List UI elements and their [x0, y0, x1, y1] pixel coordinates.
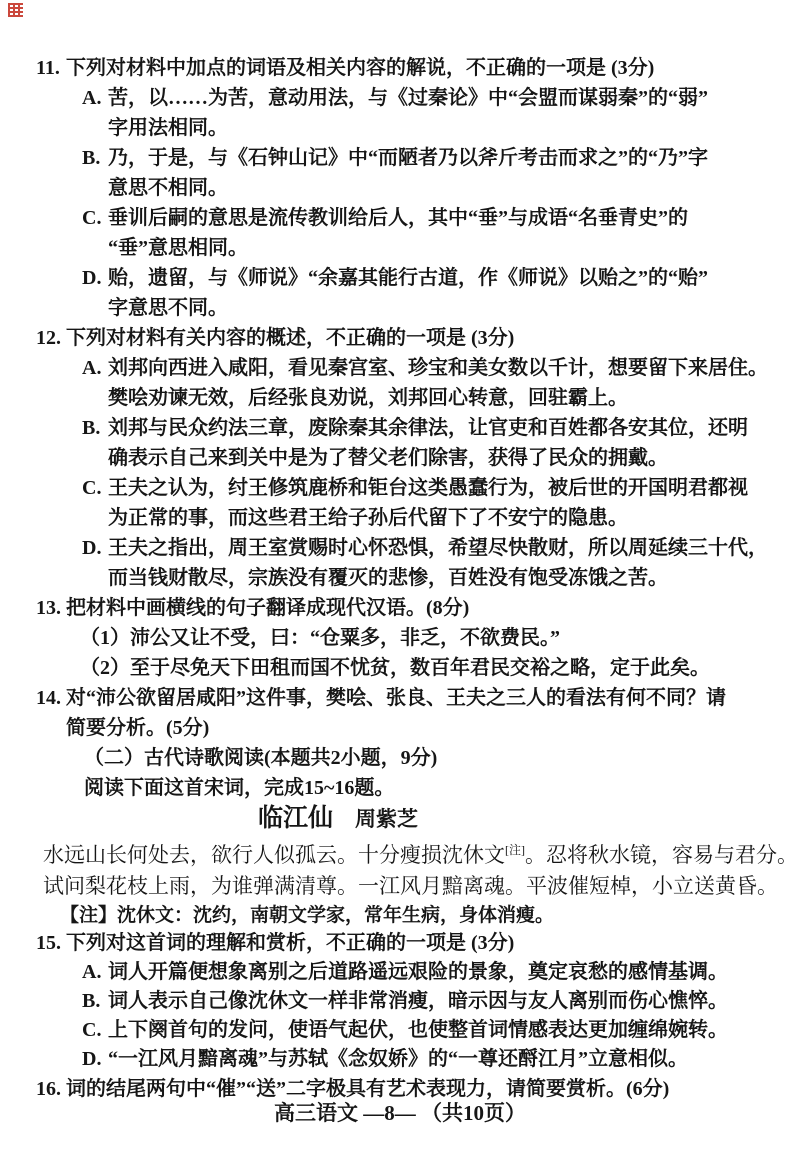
poem-body [43, 835, 798, 902]
option-line: 词人开篇便想象离别之后道路遥远艰险的景象，奠定哀愁的感情基调。 [108, 961, 728, 983]
question-number: 13. [36, 597, 61, 619]
option-letter: C. [82, 477, 102, 499]
option-letter: A. [82, 961, 102, 983]
question-number: 16. [36, 1078, 61, 1100]
option-line: 苦，以……为苦，意动用法，与《过秦论》中“会盟而谋弱秦”的“弱” [108, 87, 708, 109]
option-letter: D. [82, 267, 102, 289]
red-seal-stamp-icon [8, 3, 23, 17]
option-line: 刘邦与民众约法三章，废除秦其余律法，让官吏和百姓都各安其位，还明 [108, 417, 748, 439]
option-line: 词人表示自己像沈休文一样非常消瘦，暗示因与友人离别而伤心憔悴。 [108, 990, 728, 1012]
option-letter: A. [82, 357, 102, 379]
option-a [66, 958, 794, 987]
translation-sentence-2: （2）至于尽免天下田租而国不忧贫，数百年君民交裕之略，定于此矣。 [80, 657, 710, 679]
question-number: 15. [36, 932, 61, 954]
option-letter: B. [82, 990, 101, 1012]
option-line: 刘邦向西进入咸阳，看见秦宫室、珍宝和美女数以千计，想要留下来居住。 [108, 357, 768, 379]
question-13 [36, 593, 794, 683]
option-a [66, 83, 794, 143]
question-stem: 把材料中画横线的句子翻译成现代汉语。(8分) [66, 597, 470, 619]
question-number: 12. [36, 327, 61, 349]
question-number: 14. [36, 687, 61, 709]
note-reference: [注] [505, 843, 525, 857]
question-12 [36, 323, 794, 593]
option-c [66, 203, 794, 263]
section-heading: （二）古代诗歌阅读(本题共2小题，9分) [84, 747, 438, 769]
question-number: 11. [36, 57, 60, 79]
option-line: 字意思不同。 [108, 297, 228, 319]
option-line: 王夫之指出，周王室赏赐时心怀恐惧，希望尽快散财，所以周延续三十代， [108, 537, 768, 559]
question-line: 对“沛公欲留居咸阳”这件事，樊哙、张良、王夫之三人的看法有何不同？请 [66, 687, 726, 709]
translation-sentence-1: （1）沛公又让不受，曰：“仓粟多，非乏，不欲费民。” [80, 627, 560, 649]
poem-title: 临江仙 [258, 805, 334, 832]
option-d [66, 533, 794, 593]
question-stem: 下列对材料有关内容的概述，不正确的一项是 (3分) [66, 327, 515, 349]
option-letter: C. [82, 207, 102, 229]
option-line: 王夫之认为，纣王修筑鹿桥和钜台这类愚蠢行为，被后世的开国明君都视 [108, 477, 748, 499]
option-line: 字用法相同。 [108, 117, 228, 139]
poem-text: 。忍将秋水镜，容易与君分。 [525, 843, 798, 867]
question-14 [36, 683, 794, 743]
option-c [66, 473, 794, 533]
option-letter: D. [82, 1048, 102, 1070]
option-b [66, 143, 794, 203]
question-11 [36, 53, 794, 323]
option-b [66, 987, 794, 1016]
option-line: 垂训后嗣的意思是流传教训给后人，其中“垂”与成语“名垂青史”的 [108, 207, 688, 229]
poem-title-row [36, 803, 794, 835]
option-letter: A. [82, 87, 102, 109]
option-line: “垂”意思相同。 [108, 237, 248, 259]
option-line: 乃，于是，与《石钟山记》中“而陋者乃以斧斤考击而求之”的“乃”字 [108, 147, 708, 169]
poem-line-1 [43, 835, 798, 871]
option-c [66, 1016, 794, 1045]
option-a [66, 353, 794, 413]
option-line: 上下阕首句的发问，使语气起伏，也使整首词情感表达更加缠绵婉转。 [108, 1019, 728, 1041]
section-intro: 阅读下面这首宋词，完成15~16题。 [84, 777, 395, 799]
option-letter: B. [82, 417, 101, 439]
option-line: 为正常的事，而这些君王给子孙后代留下了不安宁的隐患。 [108, 507, 628, 529]
question-line: 简要分析。(5分) [66, 717, 210, 739]
option-letter: B. [82, 147, 101, 169]
option-b [66, 413, 794, 473]
option-letter: C. [82, 1019, 102, 1041]
option-d [66, 1045, 794, 1074]
option-line: 而当钱财散尽，宗族没有覆灭的悲惨，百姓没有饱受冻饿之苦。 [108, 567, 668, 589]
page-footer: 高三语文 —8— （共10页） [274, 1101, 526, 1125]
option-line: “一江风月黯离魂”与苏轼《念奴娇》的“一尊还酹江月”立意相似。 [108, 1048, 688, 1070]
question-line: 词的结尾两句中“催”“送”二字极具有艺术表现力，请简要赏析。(6分) [66, 1078, 670, 1100]
poem-footnote: 【注】沈休文：沈约，南朝文学家，常年生病，身体消瘦。 [60, 905, 555, 926]
poem-author: 周紫芝 [355, 807, 419, 831]
poem-line-2: 试问梨花枝上雨，为谁弹满清尊。一江风月黯离魂。平波催短棹，小立送黄昏。 [43, 874, 778, 898]
option-line: 意思不相同。 [108, 177, 228, 199]
question-stem: 下列对这首词的理解和赏析，不正确的一项是 (3分) [66, 932, 515, 954]
question-stem: 下列对材料中加点的词语及相关内容的解说，不正确的一项是 (3分) [66, 57, 655, 79]
option-letter: D. [82, 537, 102, 559]
option-line: 樊哙劝谏无效，后经张良劝说，刘邦回心转意，回驻霸上。 [108, 387, 628, 409]
option-line: 确表示自己来到关中是为了替父老们除害，获得了民众的拥戴。 [108, 447, 668, 469]
option-d [66, 263, 794, 323]
option-line: 贻，遗留，与《师说》“余嘉其能行古道，作《师说》以贻之”的“贻” [108, 267, 708, 289]
poem-text: 水远山长何处去，欲行人似孤云。十分瘦损沈休文 [43, 843, 505, 867]
question-15 [36, 929, 794, 1074]
